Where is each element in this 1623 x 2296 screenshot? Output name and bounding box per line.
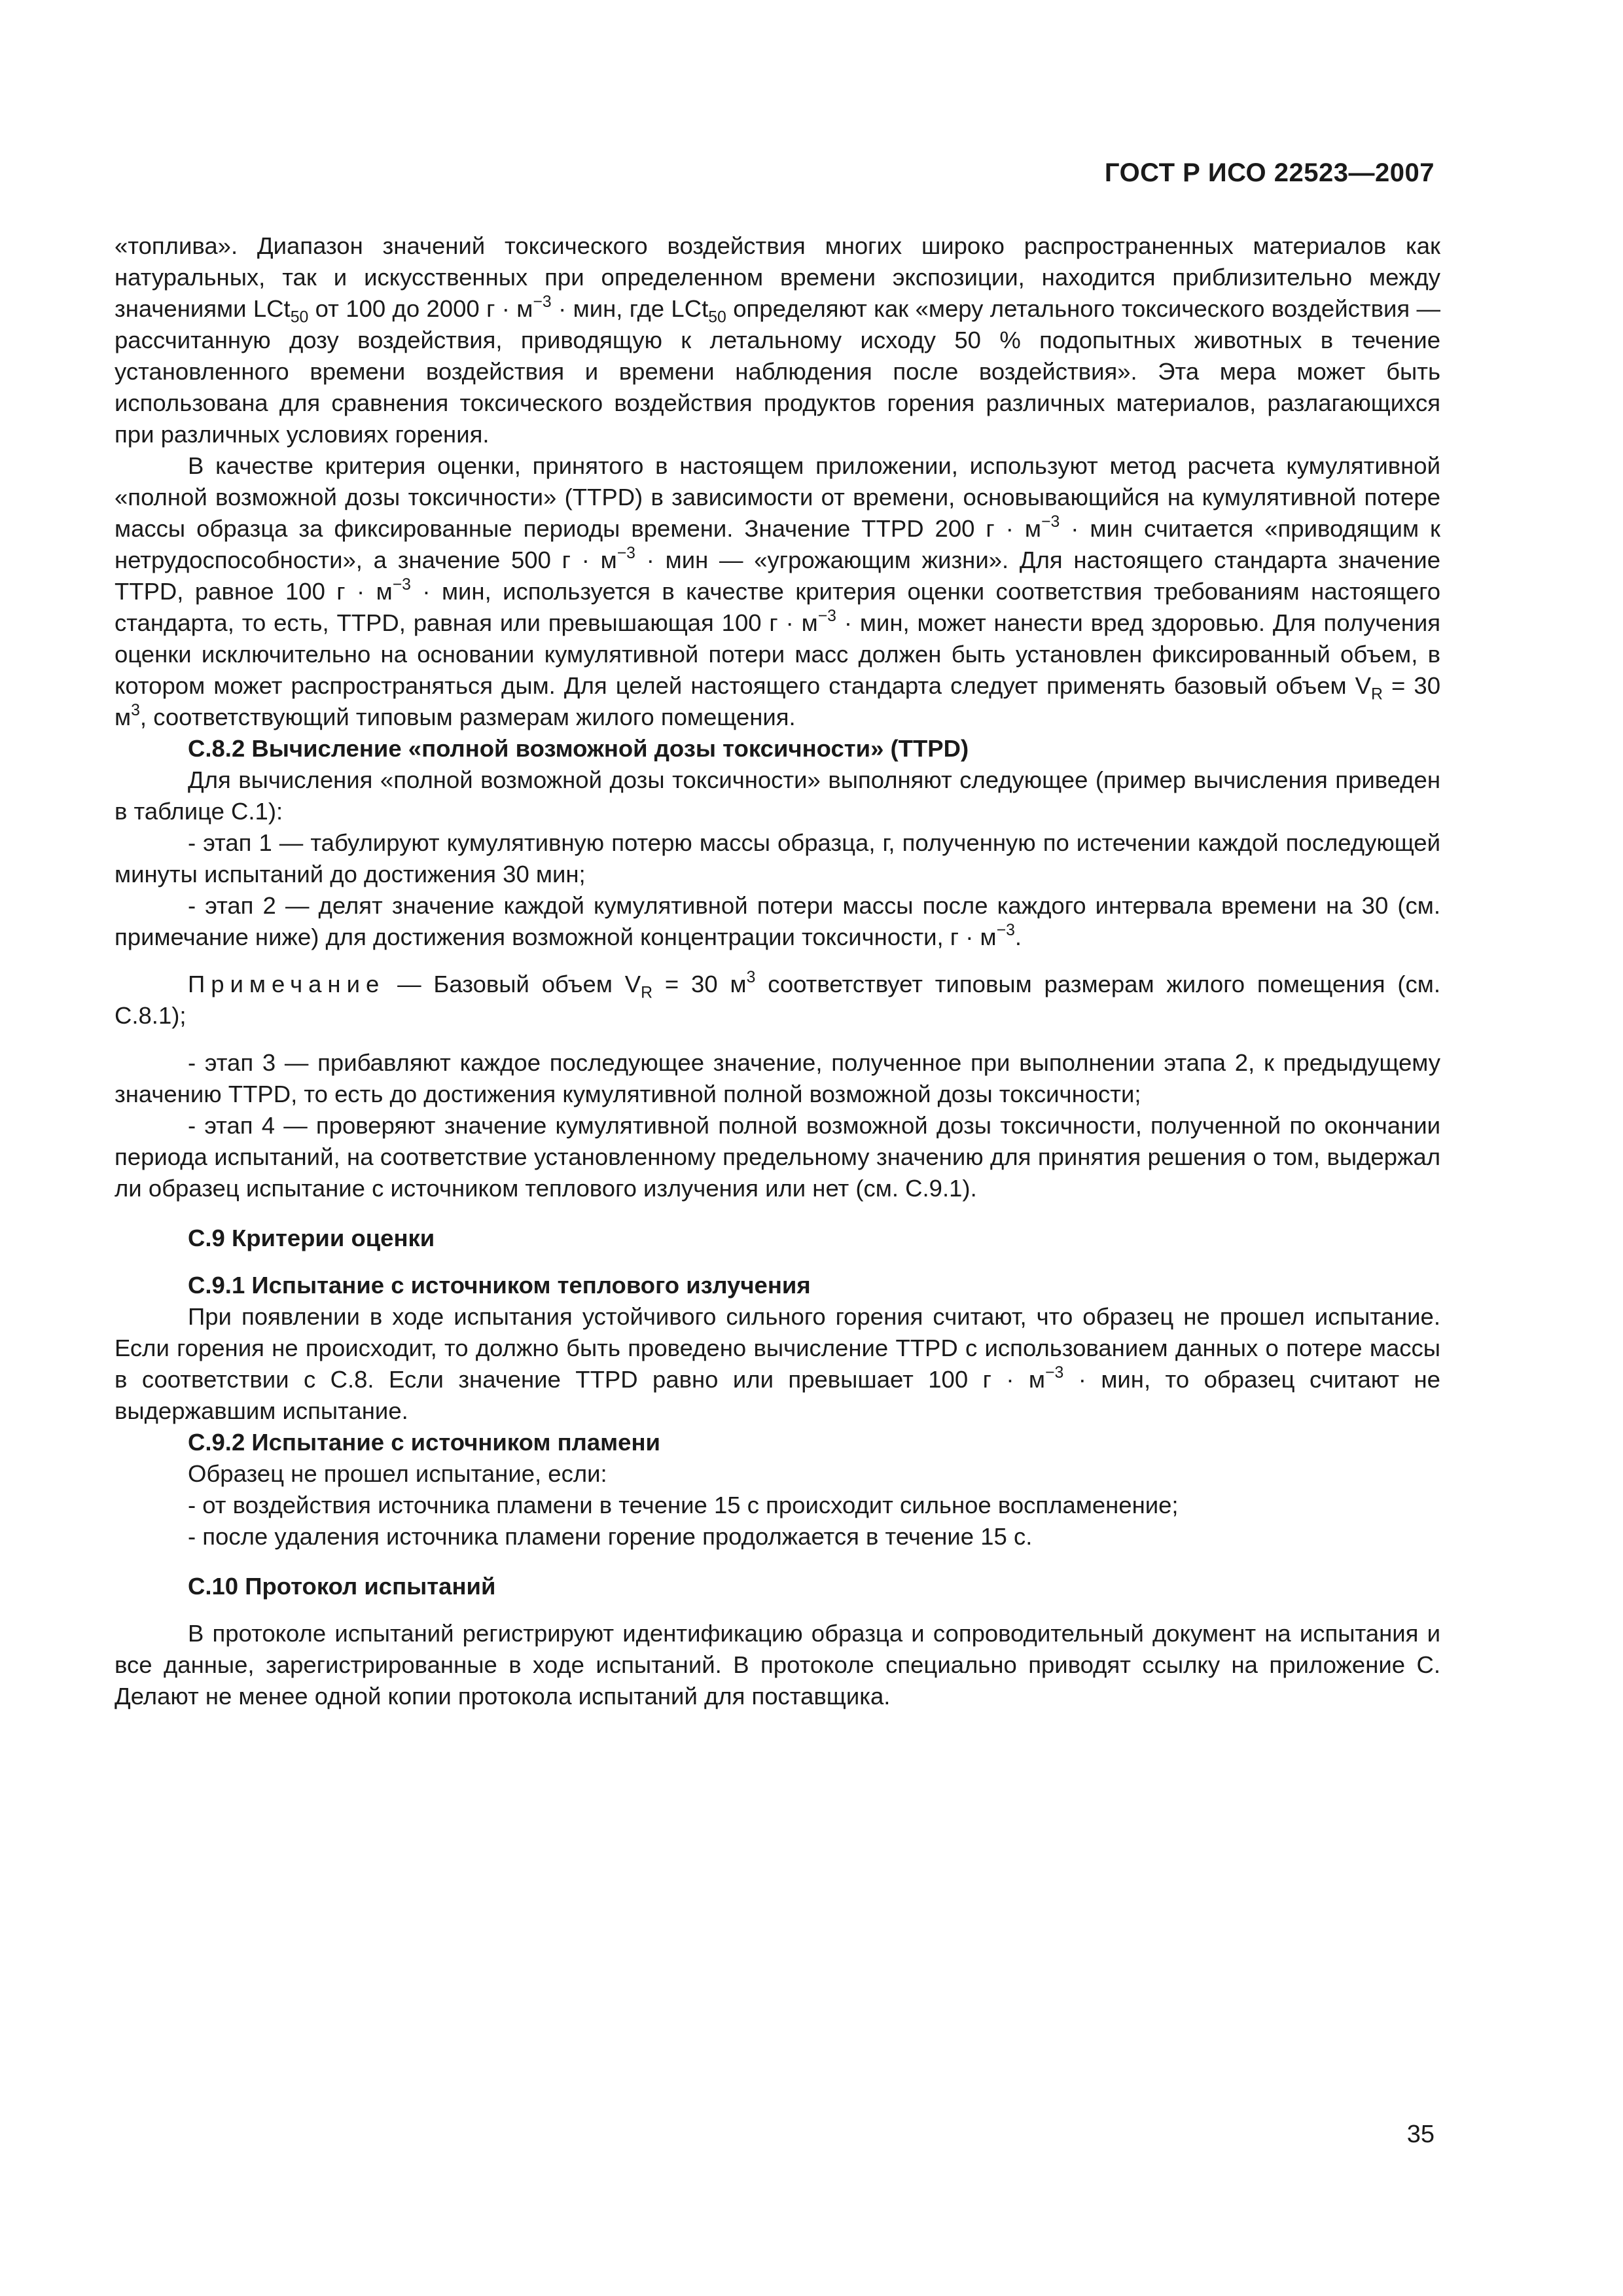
list-item-flame-ignition: - от воздействия источника пламени в течение 15 с происходит сильное воспламенение;	[188, 1492, 1179, 1518]
document-code-header: ГОСТ Р ИСО 22523—2007	[1104, 158, 1435, 187]
section-heading-c91: С.9.1 Испытание с источником теплового излучения	[188, 1272, 811, 1299]
page-number: 35	[1406, 2121, 1435, 2148]
section-heading-c10: С.10 Протокол испытаний	[188, 1573, 496, 1600]
note-base-volume: Примечание — Базовый объем $V_R = 30$ $м^3$ соответствует типовым размерам жилого помещения (см. С.8.1);	[115, 969, 1440, 1029]
list-item-step3: - этап 3 — прибавляют каждое последующее значение, полученное при выполнении этапа 2, к предыдущему значению TTPD, то есть до достижения кумулятивной полной возможной дозы токсичности;	[115, 1049, 1440, 1107]
section-heading-c9: С.9 Критерии оценки	[188, 1225, 435, 1251]
paragraph-thermal-test: При появлении в ходе испытания устойчивого сильного горения считают, что образец не прошел испытание. Если горения не происходит, то должно быть проведено вычисление TTPD с использованием данных о потере массы в соответствии с С.8. Если значение TTPD равно или превышает 100 $г \cdot м^{-3}$ · мин, то образец считают не выдержавшим испытание.	[115, 1303, 1440, 1424]
list-item-step2: - этап 2 — делят значение каждой кумулятивной потери массы после каждого интервала времени на 30 (см. примечание ниже) для достижения возможной концентрации токсичности, $г \cdot м^{-3}$.	[115, 892, 1440, 950]
paragraph-test-report: В протоколе испытаний регистрируют идентификацию образца и сопроводительный документ на испытания и все данные, зарегистрированные в ходе испытаний. В протоколе специально приводят ссылку на приложение С. Делают не менее одной копии протокола испытаний для поставщика.	[115, 1620, 1440, 1710]
paragraph-lct50: «топлива». Диапазон значений токсического воздействия многих широко распространенных материалов как натуральных, так и искусственных при определенном времени экспозиции, находится приблизительно между значениями LCt$_{50}$ от 100 до 2000 $г \cdot м^{-3}$ · мин, где LCt$_{50}$ определяют как «меру летального токсического воздействия — рассчитанную дозу воздействия, приводящую к летальному исходу 50 % подопытных животных в течение установленного времени воздействия и времени наблюдения после воздействия». Эта мера может быть использована для сравнения токсического воздействия продуктов горения различных материалов, разлагающихся при различных условиях горения.	[115, 232, 1440, 448]
document-body	[115, 230, 1440, 1712]
paragraph-ttpd-criterion: В качестве критерия оценки, принятого в настоящем приложении, используют метод расчета кумулятивной «полной возможной дозы токсичности» (TTPD) в зависимости от времени, основывающийся на кумулятивной потере массы образца за фиксированные периоды времени. Значение TTPD 200 $г \cdot м^{-3}$ · мин считается «приводящим к нетрудоспособности», а значение 500 $г \cdot м^{-3}$ · мин — «угрожающим жизни». Для настоящего стандарта значение TTPD, равное 100 $г \cdot м^{-3}$ · мин, используется в качестве критерия оценки соответствия требованиям настоящего стандарта, то есть, TTPD, равная или превышающая 100 $г \cdot м^{-3}$ · мин, может нанести вред здоровью. Для получения оценки исключительно на основании кумулятивной потери масс должен быть установлен фиксированный объем, в котором может распространяться дым. Для целей настоящего стандарта следует применять базовый объем $V_R = 30$ $м^3$, соответствующий типовым размерам жилого помещения.	[115, 452, 1441, 730]
list-item-step4: - этап 4 — проверяют значение кумулятивной полной возможной дозы токсичности, полученной по окончании периода испытаний, на соответствие установленному предельному значению для принятия решения о том, выдержал ли образец испытание с источником теплового излучения или нет (см. С.9.1).	[115, 1112, 1440, 1202]
paragraph-calculation-intro: Для вычисления «полной возможной дозы токсичности» выполняют следующее (пример вычисления приведен в таблице С.1):	[115, 766, 1440, 825]
list-item-flame-afterburn: - после удаления источника пламени горение продолжается в течение 15 с.	[188, 1523, 1033, 1550]
note-label: Примечание	[188, 971, 385, 997]
section-heading-c92: С.9.2 Испытание с источником пламени	[188, 1429, 660, 1456]
paragraph-flame-test-intro: Образец не прошел испытание, если:	[188, 1460, 607, 1487]
list-item-step1: - этап 1 — табулируют кумулятивную потерю массы образца, г, полученную по истечении каждой последующей минуты испытаний до достижения 30 мин;	[115, 829, 1440, 888]
section-heading-c82: С.8.2 Вычисление «полной возможной дозы токсичности» (TTPD)	[188, 735, 969, 762]
